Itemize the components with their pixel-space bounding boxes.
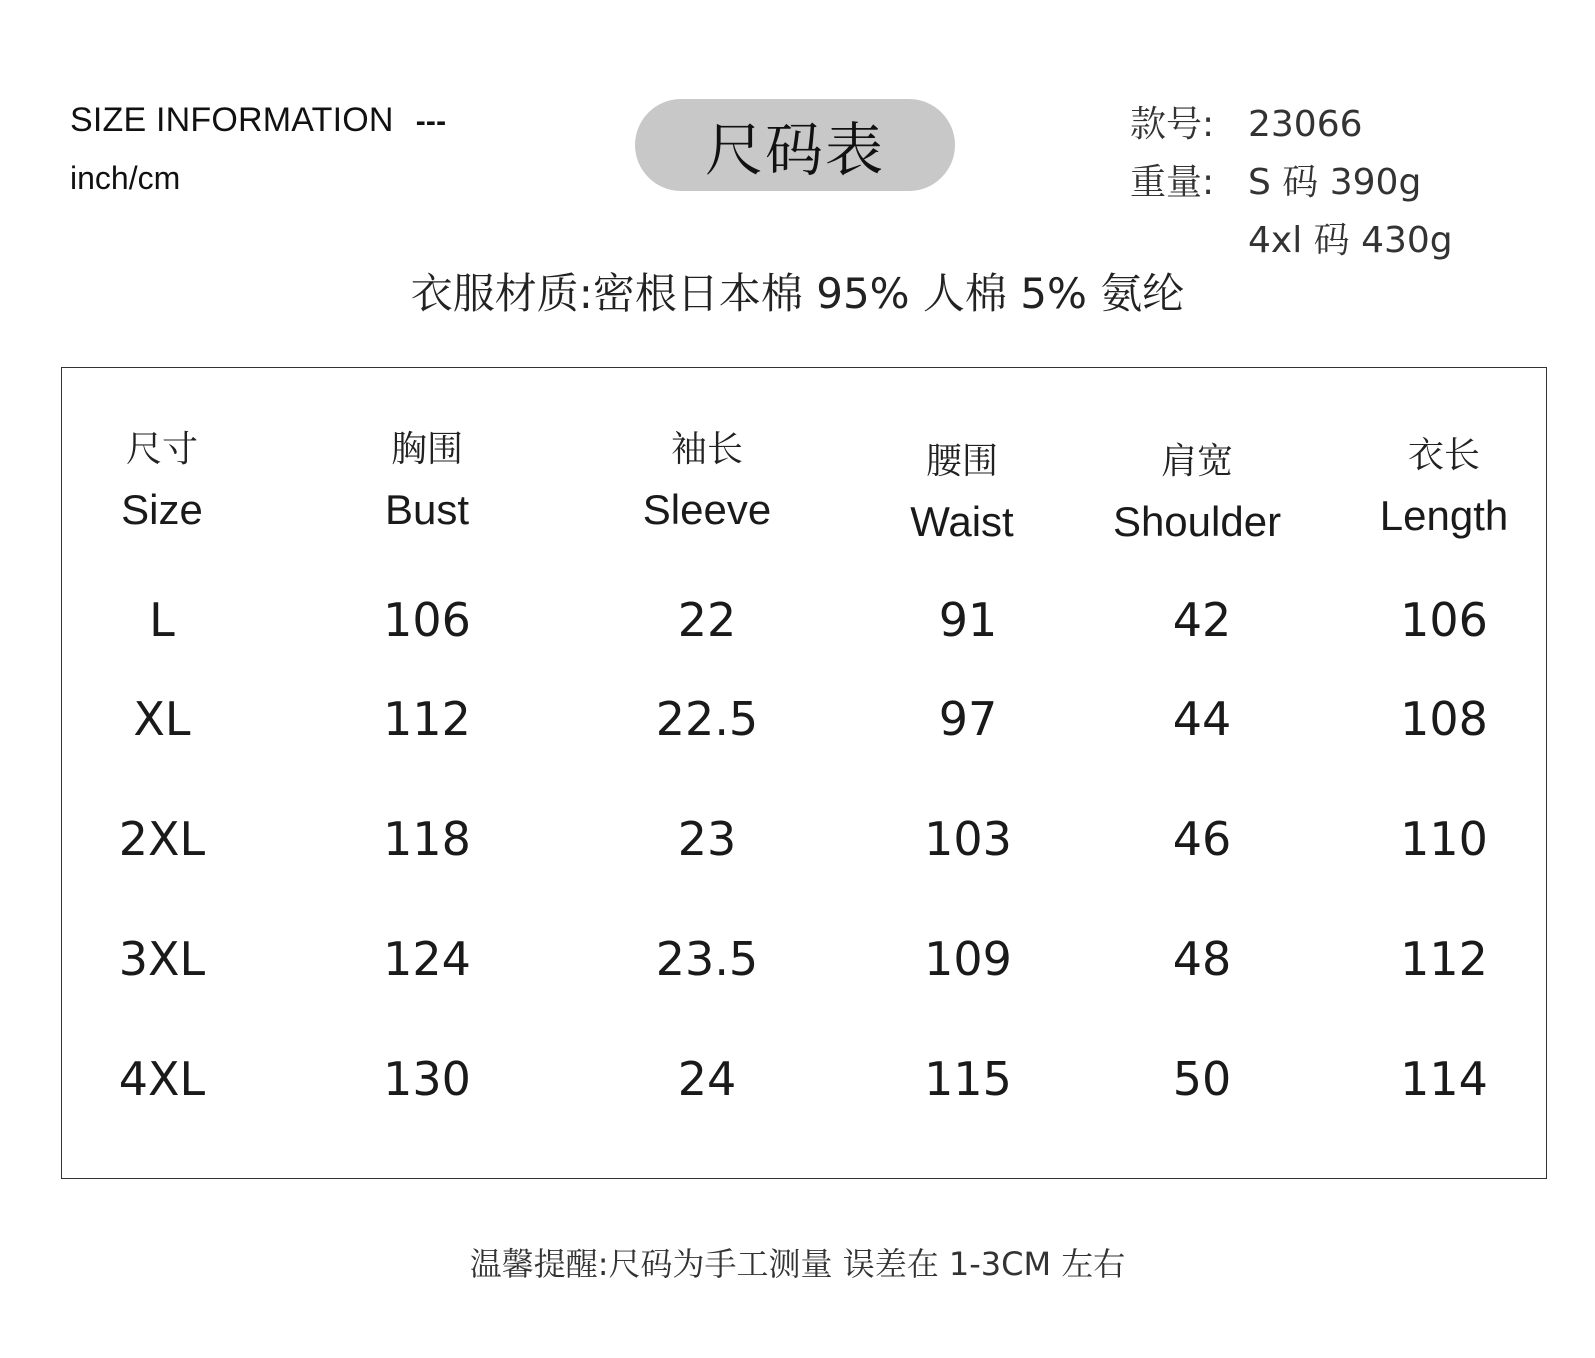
- size-info-title: SIZE INFORMATION: [70, 101, 394, 139]
- table-cell: L: [149, 593, 175, 647]
- weight-value-s: S 码 390g: [1248, 162, 1422, 203]
- col-head-en: Sleeve: [642, 486, 772, 533]
- table-cell: 112: [1400, 932, 1488, 986]
- size-chart-title-text: 尺码表: [704, 116, 885, 184]
- table-cell: 23.5: [655, 932, 759, 986]
- table-cell: 23: [677, 812, 737, 866]
- table-cell: 24: [677, 1052, 737, 1106]
- col-head-cn: 衣长: [1407, 435, 1480, 476]
- weight-label: 重量:: [1130, 162, 1215, 203]
- col-head-size: [42, 428, 282, 536]
- table-cell: 22.5: [655, 692, 759, 746]
- product-specs: [1130, 96, 1453, 270]
- table-cell: 97: [938, 692, 998, 746]
- col-head-shoulder: [1077, 440, 1317, 548]
- table-cell: 106: [383, 593, 471, 647]
- size-info-header: [70, 100, 446, 198]
- table-cell: 110: [1400, 812, 1488, 866]
- col-head-en: Waist: [910, 498, 1014, 545]
- col-head-en: Bust: [384, 486, 470, 533]
- col-head-cn: 胸围: [390, 429, 463, 470]
- table-cell: 2XL: [118, 812, 206, 866]
- table-cell: 108: [1400, 692, 1488, 746]
- table-cell: 50: [1172, 1052, 1232, 1106]
- table-cell: 106: [1400, 593, 1488, 647]
- table-cell: 130: [383, 1052, 471, 1106]
- table-cell: 44: [1172, 692, 1232, 746]
- size-info-title-line: [70, 100, 446, 142]
- col-head-waist: [842, 440, 1082, 548]
- style-number-label: 款号:: [1130, 104, 1215, 145]
- unit-label: inch/cm: [70, 160, 181, 196]
- col-head-length: [1324, 434, 1564, 542]
- size-chart-title: [635, 99, 955, 191]
- table-cell: XL: [133, 692, 191, 746]
- table-cell: 124: [383, 932, 471, 986]
- table-cell: 109: [924, 932, 1012, 986]
- col-head-sleeve: [587, 428, 827, 536]
- col-head-en: Length: [1379, 492, 1509, 539]
- col-head-cn: 腰围: [925, 441, 998, 482]
- table-cell: 91: [938, 593, 998, 647]
- table-cell: 4XL: [118, 1052, 206, 1106]
- table-cell: 118: [383, 812, 471, 866]
- col-head-cn: 袖长: [670, 429, 743, 470]
- col-head-cn: 肩宽: [1160, 441, 1233, 482]
- col-head-cn: 尺寸: [125, 429, 198, 470]
- weight-row: [1130, 154, 1453, 212]
- material-info: 衣服材质:密根日本棉 95% 人棉 5% 氨纶: [410, 269, 1185, 318]
- weight-value-4xl: 4xl 码 430g: [1248, 220, 1453, 261]
- table-cell: 48: [1172, 932, 1232, 986]
- table-cell: 22: [677, 593, 737, 647]
- table-cell: 42: [1172, 593, 1232, 647]
- table-cell: 112: [383, 692, 471, 746]
- table-cell: 103: [924, 812, 1012, 866]
- style-number-row: [1130, 96, 1453, 154]
- col-head-en: Size: [121, 486, 203, 533]
- col-head-bust: [307, 428, 547, 536]
- table-cell: 115: [924, 1052, 1012, 1106]
- table-cell: 114: [1400, 1052, 1488, 1106]
- weight-row-2: [1130, 212, 1453, 270]
- table-cell: 3XL: [118, 932, 206, 986]
- title-dash: ---: [415, 105, 447, 138]
- measurement-note: 温馨提醒:尺码为手工测量 误差在 1-3CM 左右: [469, 1245, 1126, 1283]
- size-table: [61, 367, 1547, 1179]
- table-cell: 46: [1172, 812, 1232, 866]
- style-number-value: 23066: [1248, 104, 1363, 145]
- col-head-en: Shoulder: [1112, 498, 1282, 545]
